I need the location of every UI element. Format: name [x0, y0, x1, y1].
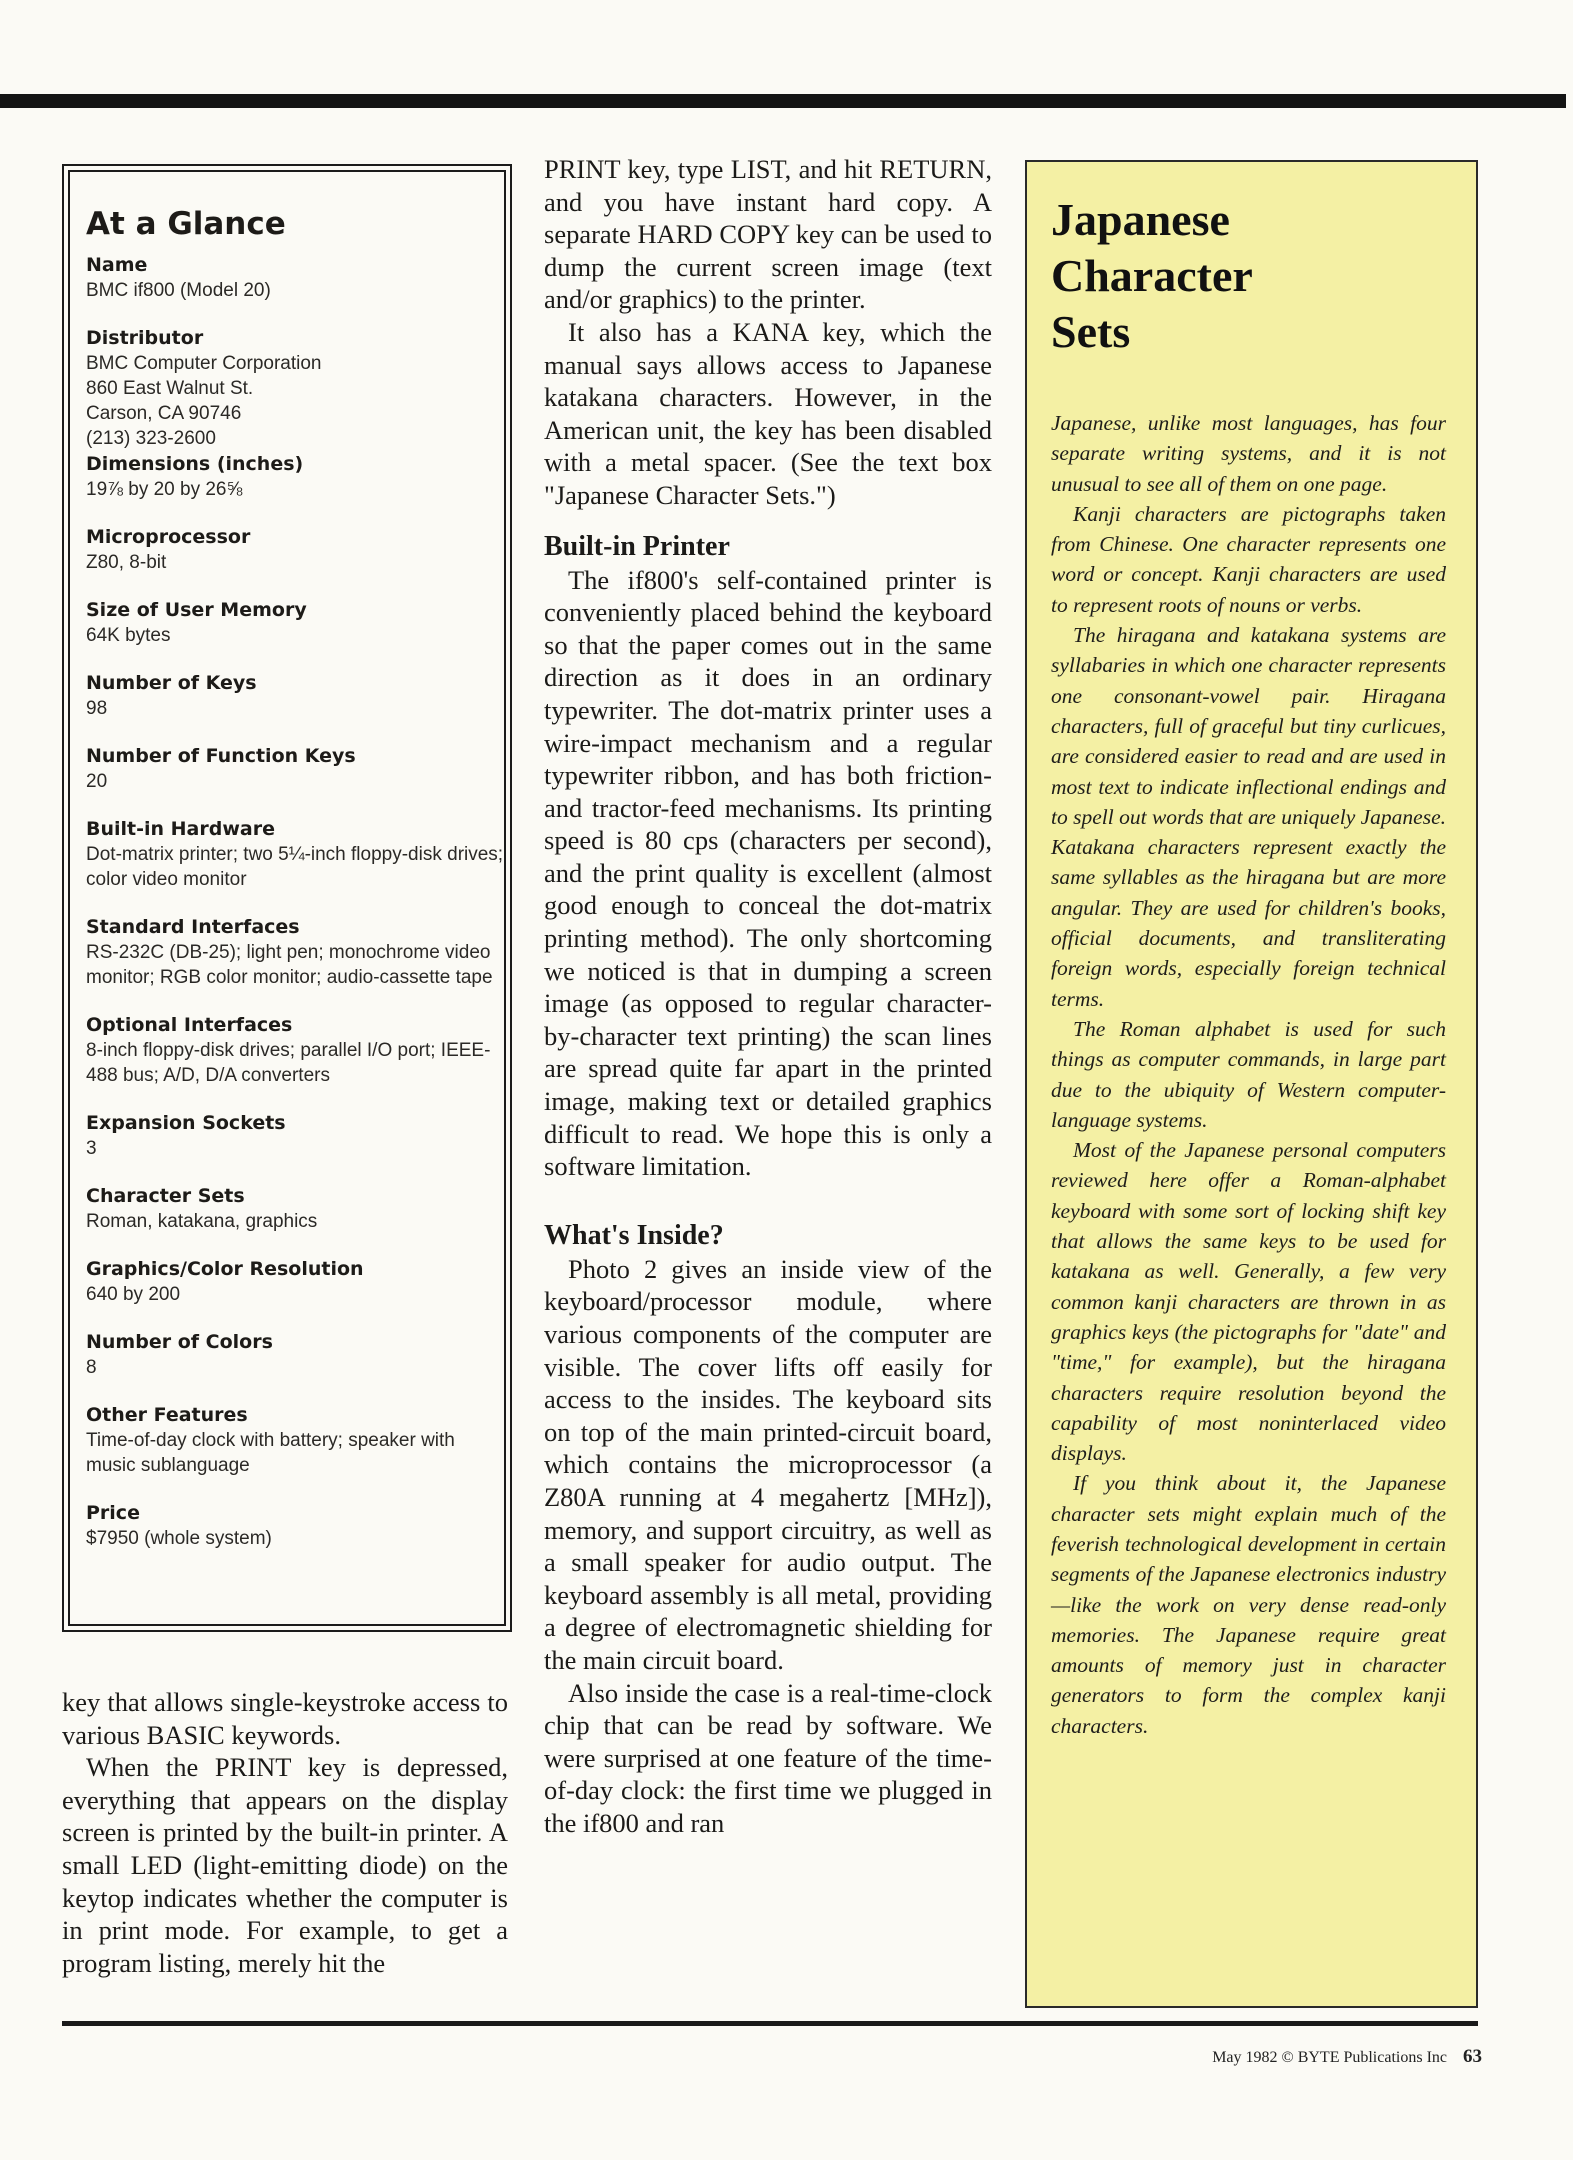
left-column [62, 1686, 508, 1979]
sidebar-title-line-3: Sets [1051, 306, 1131, 357]
glance-item-label: Size of User Memory [86, 599, 307, 621]
left-paragraph-2: When the PRINT key is depressed, everything that appears on the display screen is printed by the built-in printer. A small LED (light-emitting diode) on the keytop indicates whether the computer is in print mode. For example, to get a program listing, merely hit the [62, 1752, 508, 1978]
glance-item [86, 1183, 504, 1234]
heading-whats-inside: What's Inside? [544, 1219, 724, 1251]
at-a-glance-title: At a Glance [86, 206, 286, 242]
middle-paragraph-1: PRINT key, type LIST, and hit RETURN, and you have instant hard copy. A separate HARD COPY key can be used to dump the current screen image (text and/or graphics) to the printer. [544, 154, 992, 315]
glance-item [86, 670, 504, 721]
page-footer [1162, 2046, 1482, 2068]
sidebar-paragraph-6: If you think about it, the Japanese character sets might explain much of the feverish technological development in certain segments of the Japanese electronics industry—like the work on very dense read-only memories. The Japanese require great amounts of memory just in character generators to form the complex kanji characters. [1051, 1471, 1446, 1738]
glance-item [86, 325, 504, 451]
glance-item [86, 1402, 504, 1478]
glance-item-value: Time-of-day clock with battery; speaker with music sublanguage [86, 1430, 455, 1476]
middle-paragraph-4: Photo 2 gives an inside view of the keyboard/processor module, where various components of the computer are visible. The cover lifts off easily for access to the insides. The keyboard sits on top of the main printed-circuit board, which contains the microprocessor (a Z80A running at 4 megahertz [MHz]), memory, and support circuitry, as well as a small speaker for audio output. The keyboard assembly is all metal, providing a degree of electromagnetic shielding for the main circuit board. [544, 1253, 992, 1675]
middle-paragraph-5: Also inside the case is a real-time-clock chip that can be read by software. We were surprised at one feature of the time-of-day clock: the first time we plugged in the if800 and ran [544, 1677, 992, 1838]
glance-item-label: Character Sets [86, 1185, 245, 1207]
glance-item [86, 1012, 504, 1088]
glance-item-label: Number of Keys [86, 672, 257, 694]
glance-item [86, 1329, 504, 1380]
glance-item-label: Built-in Hardware [86, 818, 275, 840]
bottom-rule [62, 2021, 1478, 2026]
glance-item-value: $7950 (whole system) [86, 1528, 272, 1549]
glance-item [86, 743, 504, 794]
glance-item-label: Price [86, 1502, 140, 1524]
glance-item-label: Microprocessor [86, 526, 251, 548]
sidebar-paragraph-1: Japanese, unlike most languages, has four separate writing systems, and it is not unusual to see all of them on one page. [1051, 411, 1446, 496]
sidebar-paragraph-2: Kanji characters are pictographs taken from Chinese. One character represents one word or concept. Kanji characters are used to represent roots of nouns or verbs. [1051, 501, 1446, 617]
middle-paragraph-2: It also has a KANA key, which the manual says allows access to Japanese katakana characters. However, in the American unit, the key has been disabled with a metal spacer. (See the text box "Japanese Character Sets.") [544, 316, 992, 510]
glance-item-value: Dot-matrix printer; two 5¼-inch floppy-disk drives; color video monitor [86, 844, 504, 890]
glance-item-value: 3 [86, 1138, 97, 1159]
glance-item [86, 914, 504, 990]
sidebar-paragraph-5: Most of the Japanese personal computers reviewed here offer a Roman-alphabet keyboard with some sort of locking shift key that allows the same keys to be used for katakana as well. Generally, a few very common kanji characters are thrown in as graphics keys (the pictographs for "date" and "time," for example), but the hiragana characters require resolution beyond the capability of most noninterlaced video displays. [1051, 1138, 1446, 1466]
glance-item-label: Number of Function Keys [86, 745, 356, 767]
top-rule [0, 94, 1566, 108]
sidebar-paragraph-3: The hiragana and katakana systems are syllabaries in which one character represents one consonant-vowel pair. Hiragana characters, full of graceful but tiny curlicues, are considered easier to read and are used in most text to indicate inflectional endings and to spell out words that are uniquely Japanese. Katakana characters represent exactly the same syllables as the hiragana but are more angular. They are used for children's books, official documents, and transliterating foreign words, especially foreign technical terms. [1051, 623, 1446, 1011]
glance-item-value: BMC if800 (Model 20) [86, 280, 271, 301]
middle-paragraph-3: The if800's self-contained printer is conveniently placed behind the keyboard so that the paper comes out in the same direction as it does in an ordinary typewriter. The dot-matrix printer uses a wire-impact mechanism and a regular typewriter ribbon, and has both friction- and tractor-feed mechanisms. Its printing speed is 80 cps (characters per second), and the print quality is excellent (almost good enough to conceal the dot-matrix printing method). The only shortcoming we noticed is that in dumping a screen image (as opposed to regular character-by-character text printing) the scan lines are spread quite far apart in the printed image, making text or detailed graphics difficult to read. We hope this is only a software limitation. [544, 564, 992, 1182]
sidebar-paragraph-4: The Roman alphabet is used for such things as computer commands, in large part due to the ubiquity of Western computer-language systems. [1051, 1016, 1446, 1132]
glance-item-label: Standard Interfaces [86, 916, 300, 938]
glance-item-label: Graphics/Color Resolution [86, 1258, 364, 1280]
glance-item-value: 640 by 200 [86, 1284, 181, 1305]
heading-built-in-printer: Built-in Printer [544, 530, 730, 562]
at-a-glance-list [86, 252, 504, 1551]
glance-item-value: 8 [86, 1357, 97, 1378]
glance-item-value: RS-232C (DB-25); light pen; monochrome video monitor; RGB color monitor; audio-cassette tape [86, 942, 493, 988]
glance-item-label: Name [86, 254, 148, 276]
glance-item [86, 1500, 504, 1551]
glance-item-value: Z80, 8-bit [86, 552, 167, 573]
glance-item [86, 816, 504, 892]
middle-column [544, 153, 992, 1840]
glance-item-label: Optional Interfaces [86, 1014, 293, 1036]
glance-item-label: Dimensions (inches) [86, 453, 304, 475]
footer-credit: May 1982 © BYTE Publications Inc [1212, 2049, 1447, 2066]
glance-item-label: Expansion Sockets [86, 1112, 286, 1134]
glance-item-label: Number of Colors [86, 1331, 273, 1353]
glance-item [86, 524, 504, 575]
glance-item-value: BMC Computer Corporation 860 East Walnut St. Carson, CA 90746 (213) 323-2600 [86, 353, 322, 449]
left-paragraph-1: key that allows single-keystroke access to various BASIC keywords. [62, 1687, 508, 1750]
glance-item-value: Roman, katakana, graphics [86, 1211, 318, 1232]
at-a-glance-box [68, 170, 506, 1626]
page-number: 63 [1463, 2046, 1482, 2067]
glance-item-label: Distributor [86, 327, 204, 349]
sidebar-title [1051, 192, 1446, 360]
glance-item [86, 1256, 504, 1307]
glance-item-value: 8-inch floppy-disk drives; parallel I/O port; IEEE-488 bus; A/D, D/A converters [86, 1040, 491, 1086]
glance-item-value: 64K bytes [86, 625, 171, 646]
glance-item [86, 252, 504, 303]
glance-item [86, 597, 504, 648]
glance-item-label: Other Features [86, 1404, 248, 1426]
glance-item-value: 98 [86, 698, 108, 719]
glance-item [86, 451, 504, 502]
sidebar-title-line-1: Japanese [1051, 194, 1230, 245]
sidebar-body [1051, 408, 1446, 1741]
glance-item-value: 19⅞ by 20 by 26⅝ [86, 479, 243, 500]
glance-item-value: 20 [86, 771, 108, 792]
japanese-character-sets-sidebar [1025, 160, 1478, 2008]
sidebar-title-line-2: Character [1051, 250, 1253, 301]
glance-item [86, 1110, 504, 1161]
